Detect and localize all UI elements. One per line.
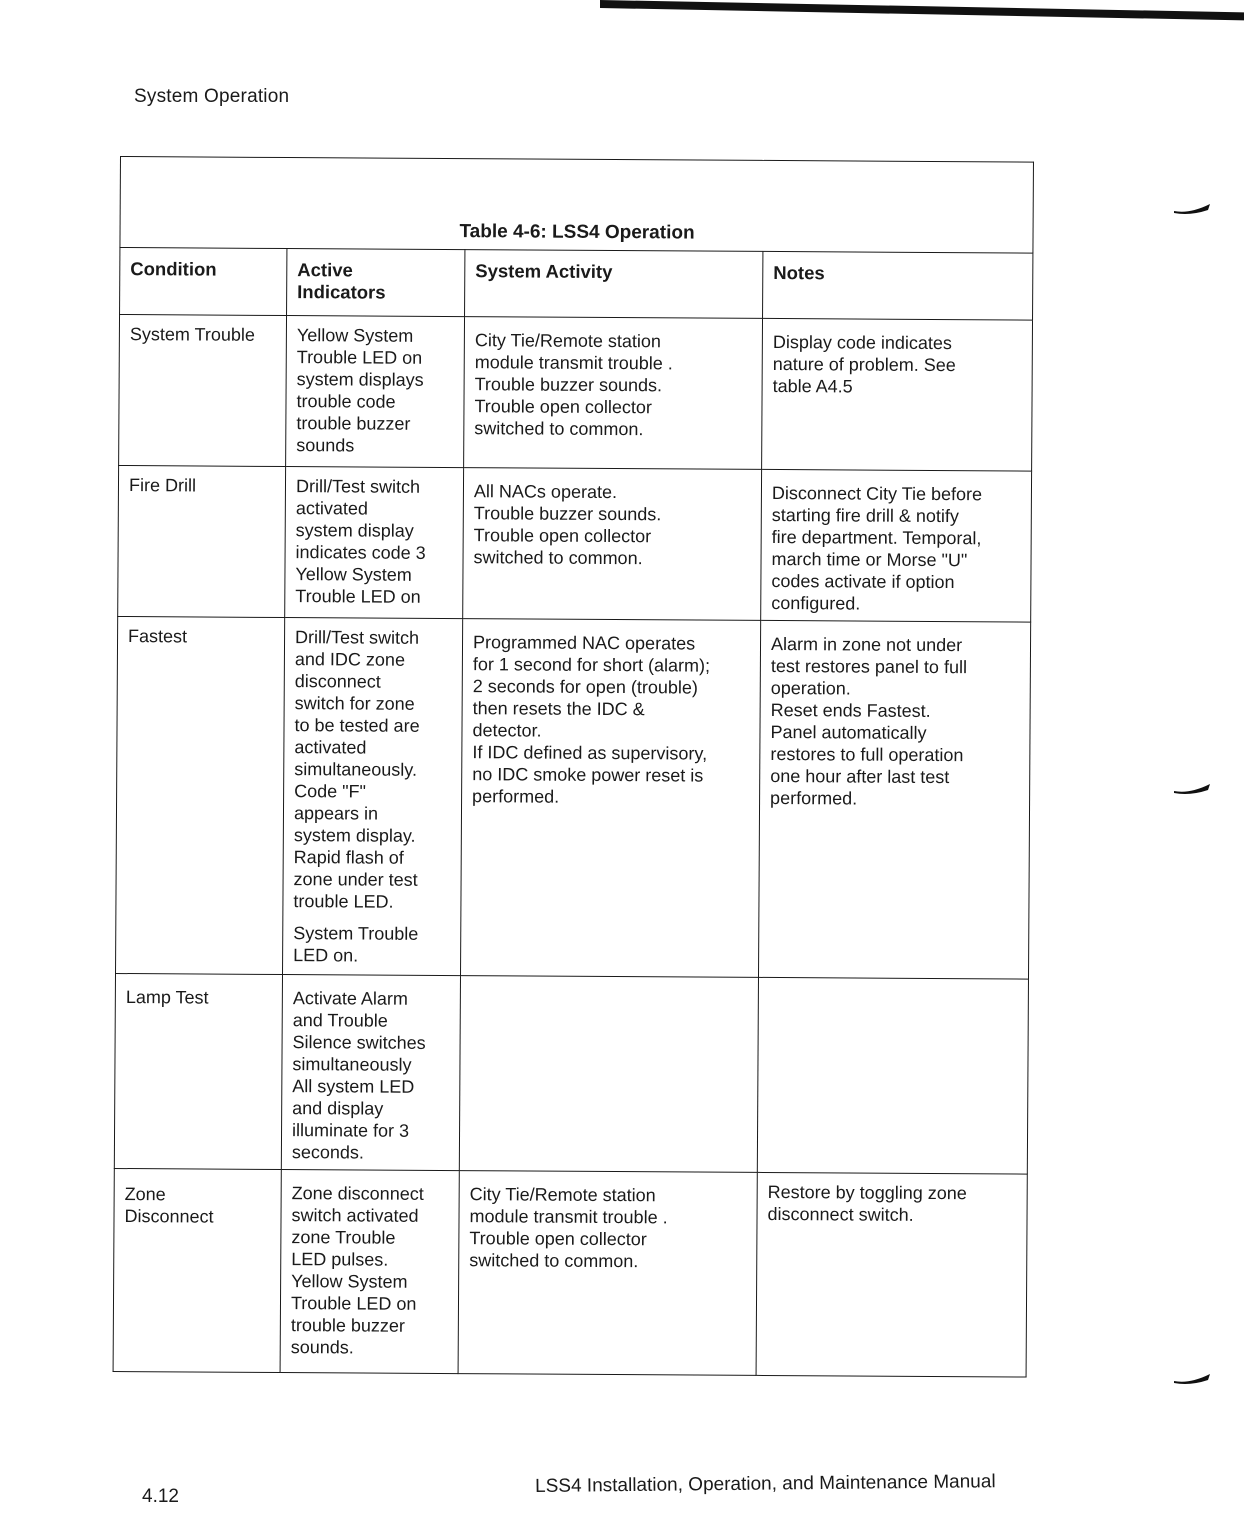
page-footer: LSS4 Installation, Operation, and Maintenance Manual [535, 1471, 996, 1497]
notes-cell: Restore by toggling zone disconnect switch. [756, 1172, 1027, 1377]
indicators-cell: Drill/Test switch activated system display indicates code 3 Yellow System Trouble LED on [285, 467, 464, 619]
lss4-operation-table [113, 156, 1034, 1378]
indicators-cell [283, 618, 463, 976]
scan-top-edge [600, 0, 1244, 22]
margin-mark-icon [1172, 202, 1212, 216]
indicators-cell: Yellow System Trouble LED on system displays trouble code trouble buzzer sounds [286, 316, 465, 468]
indicators-extra-text: System Trouble LED on. [293, 923, 419, 966]
condition-cell: Zone Disconnect [113, 1168, 281, 1372]
table-row [116, 616, 1031, 979]
page-header: System Operation [134, 86, 290, 107]
table-header-row [120, 248, 1033, 321]
page-number: 4.12 [142, 1486, 179, 1507]
activity-cell: All NACs operate. Trouble buzzer sounds. Trouble open collector switched to common. [463, 468, 762, 621]
margin-mark-icon [1172, 782, 1212, 796]
column-header-notes: Notes [763, 251, 1033, 320]
column-header-indicators [287, 249, 465, 317]
column-header-indicators-line2: Indicators [297, 281, 386, 303]
condition-cell: Lamp Test [114, 973, 282, 1169]
column-header-activity: System Activity [465, 250, 763, 319]
column-header-condition: Condition [120, 248, 287, 316]
indicators-cell: Zone disconnect switch activated zone Trouble LED pulses. Yellow System Trouble LED on trouble buzzer sounds. [280, 1170, 459, 1374]
table-row [119, 315, 1033, 472]
condition-cell: Fire Drill [118, 465, 286, 617]
margin-mark-icon [1172, 1372, 1212, 1386]
activity-cell: City Tie/Remote station module transmit trouble . Trouble open collector switched to common. [458, 1171, 757, 1376]
condition-cell: System Trouble [119, 315, 287, 467]
notes-cell: Display code indicates nature of problem. See table A4.5 [762, 318, 1033, 471]
column-header-indicators-line1: Active [297, 259, 353, 281]
table-row [114, 973, 1028, 1174]
condition-cell: Fastest [116, 616, 285, 974]
table-caption: Table 4-6: LSS4 Operation [120, 157, 1034, 254]
indicators-text: Drill/Test switch and IDC zone disconnect switch for zone to be tested are activated simultaneously. Code "F" appears in system display. Rapid flash of zone under test trouble LED. [293, 627, 420, 912]
activity-cell [459, 976, 758, 1173]
notes-cell [757, 977, 1028, 1174]
table-caption-row [120, 157, 1034, 254]
notes-cell: Alarm in zone not under test restores panel to full operation. Reset ends Fastest. Panel automatically restores to full operation one hour after last test performed. [758, 620, 1030, 979]
table-row [118, 465, 1032, 622]
activity-cell: City Tie/Remote station module transmit trouble . Trouble buzzer sounds. Trouble open collector switched to common. [464, 317, 763, 470]
indicators-cell: Activate Alarm and Trouble Silence switches simultaneously All system LED and display illuminate for 3 seconds. [281, 975, 460, 1171]
table-row [113, 1168, 1027, 1377]
activity-cell: Programmed NAC operates for 1 second for short (alarm); 2 seconds for open (trouble) then resets the IDC & detector. If IDC defined as supervisory, no IDC smoke power reset is performed. [460, 619, 760, 978]
notes-cell: Disconnect City Tie before starting fire drill & notify fire department. Temporal, march time or Morse "U" codes activate if option configured. [761, 469, 1032, 622]
